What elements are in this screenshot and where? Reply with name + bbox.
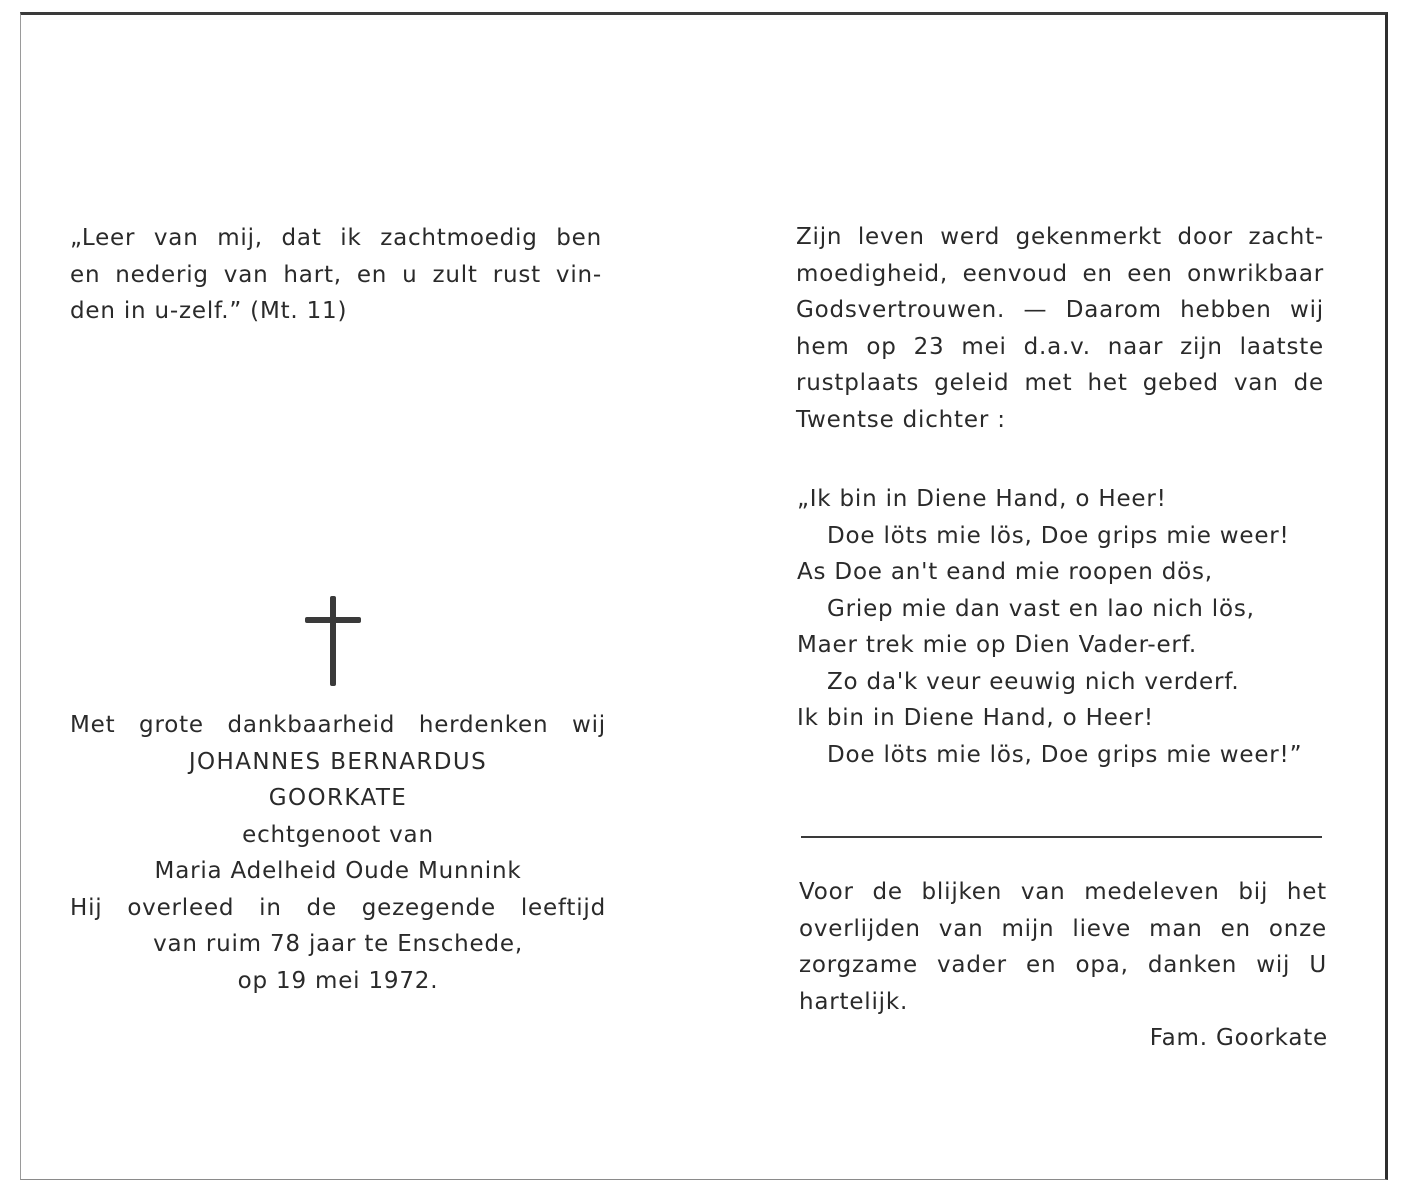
deceased-surname: GOORKATE: [268, 785, 408, 811]
thanks-line: overlijden van mijn lieve man en onze: [799, 915, 1327, 942]
life-line: Twentse dichter :: [796, 406, 1006, 433]
bible-quote: [70, 220, 602, 330]
death-line: Hij overleed in de gezegende leeftijd: [70, 894, 606, 921]
thanks-line: hartelijk.: [799, 988, 909, 1015]
quote-line: „Leer van mij, dat ik zachtmoedig ben: [70, 225, 602, 251]
family-signature: Fam. Goorkate: [1149, 1025, 1328, 1051]
life-line: Zijn leven werd gekenmerkt door zacht-: [796, 224, 1324, 250]
death-date: op 19 mei 1972.: [237, 967, 439, 994]
poem: [797, 481, 1337, 773]
thanks-line: Voor de blijken van medeleven bij het: [799, 879, 1327, 905]
quote-line: en nederig van hart, en u zult rust vin-: [70, 261, 602, 288]
cross-icon: [305, 596, 361, 686]
life-line: rustplaats geleid met het gebed van de: [796, 370, 1324, 396]
relation-label: echtgenoot van: [242, 821, 434, 848]
life-description: [796, 219, 1324, 438]
poem-line: Maer trek mie op Dien Vader-erf.: [797, 632, 1198, 658]
divider: [801, 836, 1322, 838]
poem-line: Doe löts mie lös, Doe grips mie weer!”: [827, 741, 1303, 768]
quote-line: den in u-zelf.” (Mt. 11): [70, 298, 348, 324]
poem-line: Doe löts mie lös, Doe grips mie weer!: [827, 522, 1290, 549]
thanks-line: zorgzame vader en opa, danken wij U: [799, 952, 1327, 978]
poem-line: As Doe an't eand mie roopen dös,: [797, 559, 1213, 585]
death-line: van ruim 78 jaar te Enschede,: [153, 931, 523, 957]
thanks-message: [799, 874, 1327, 1020]
life-line: moedigheid, eenvoud en een onwrikbaar: [796, 260, 1324, 287]
poem-line: „Ik bin in Diene Hand, o Heer!: [797, 486, 1167, 512]
life-line: Godsvertrouwen. — Daarom hebben wij: [796, 297, 1324, 323]
memorial-text: [70, 707, 606, 999]
poem-line: Griep mie dan vast en lao nich lös,: [827, 595, 1255, 622]
poem-line: Ik bin in Diene Hand, o Heer!: [797, 705, 1154, 731]
deceased-first-names: JOHANNES BERNARDUS: [188, 748, 488, 775]
life-line: hem op 23 mei d.a.v. naar zijn laatste: [796, 333, 1324, 360]
memorial-intro: Met grote dankbaarheid herdenken wij: [70, 712, 606, 738]
poem-line: Zo da'k veur eeuwig nich verderf.: [827, 668, 1240, 695]
spouse-name: Maria Adelheid Oude Munnink: [154, 858, 522, 884]
